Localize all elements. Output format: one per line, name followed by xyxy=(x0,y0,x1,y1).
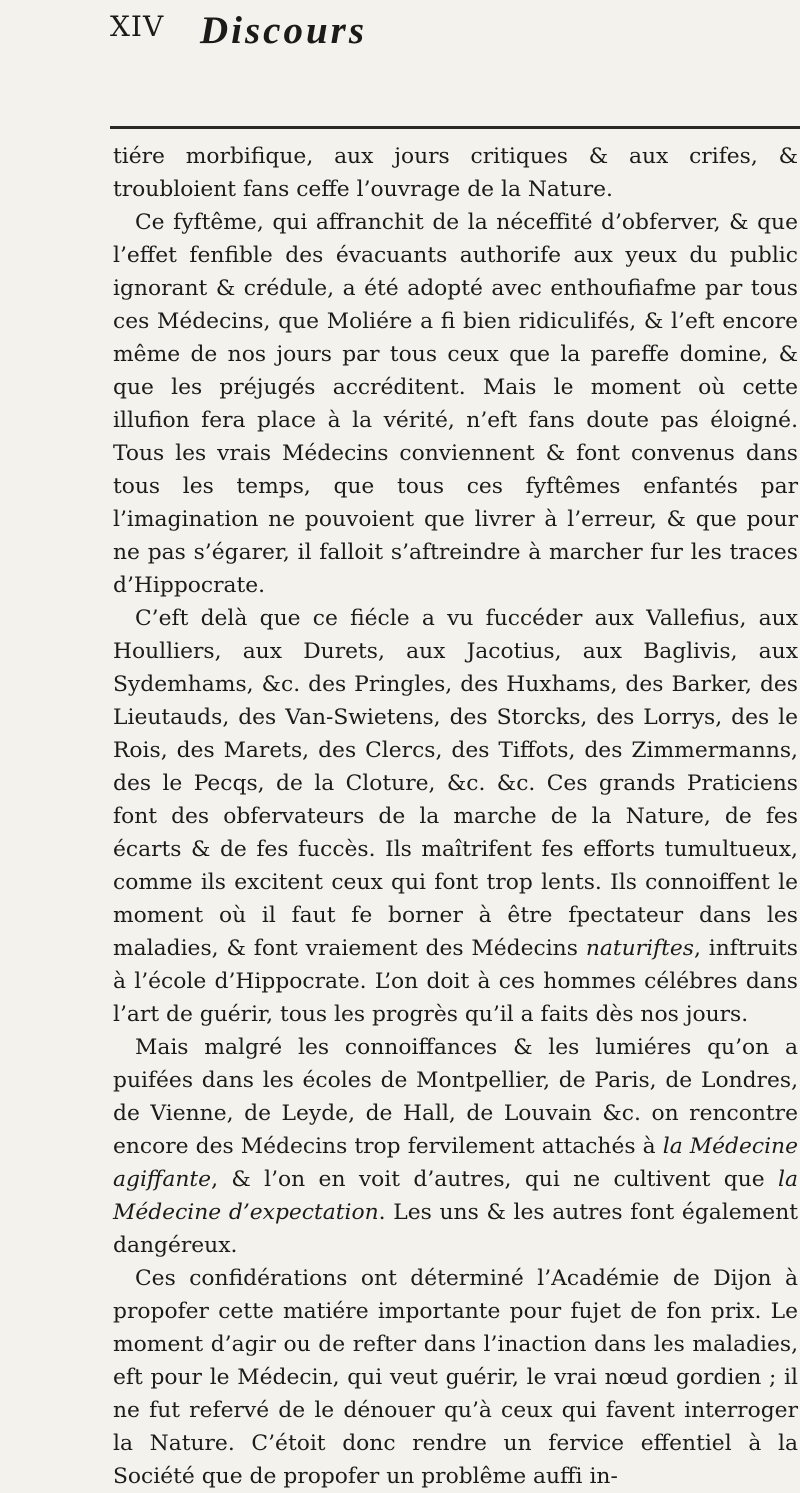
italic-phrase: la Médecine agiffante xyxy=(113,1134,798,1192)
text-run: Mais malgré les connoiffances & les lumiéres qu’on a puifées dans les écoles de Montpellier, de Paris, de Londres, de Vienne, de Leyde, de Hall, de Louvain &c. on rencontre encore des Médecins trop fervilement attachés à xyxy=(113,1035,798,1159)
page-header xyxy=(110,8,690,68)
running-head: Discours xyxy=(200,9,368,52)
text-run: tiére morbifique, aux jours critiques & aux crifes, & troubloient fans ceffe l’ouvrage de la Nature. xyxy=(113,144,798,202)
italic-phrase: la Médecine d’expectation xyxy=(113,1167,798,1225)
header-rule xyxy=(110,126,800,129)
paragraph xyxy=(113,1262,798,1493)
text-run: C’eft delà que ce fiécle a vu fuccéder aux Vallefius, aux Houlliers, aux Durets, aux Jacotius, aux Baglivis, aux Sydemhams, &c. des Pringles, des Huxhams, des Barker, des Lieutauds, des Van-Swietens, des Storcks, des Lorrys, des le Rois, des Marets, des Clercs, des Tiffots, des Zimmermanns, des le Pecqs, de la Cloture, &c. &c. Ces grands Praticiens font des obfervateurs de la marche de la Nature, de fes écarts & de fes fuccès. Ils maîtrifent fes efforts tumultueux, comme ils excitent ceux qui font trop lents. Ils connoiffent le moment où il faut fe borner à être fpectateur dans les maladies, & font vraiement des Médecins xyxy=(113,606,798,961)
text-run: Ce fyftême, qui affranchit de la néceffité d’obferver, & que l’effet fenfible des évacuants authorife aux yeux du public ignorant & crédule, a été adopté avec enthoufiafme par tous ces Médecins, que Moliére a fi bien ridiculifés, & l’eft encore même de nos jours par tous ceux que la pareffe domine, & que les préjugés accréditent. Mais le moment où cette illufion fera place à la vérité, n’eft fans doute pas éloigné. Tous les vrais Médecins conviennent & font convenus dans tous les temps, que tous ces fyftêmes enfantés par l’imagination ne pouvoient que livrer à l’erreur, & que pour ne pas s’égarer, il falloit s’aftreindre à marcher fur les traces d’Hippocrate. xyxy=(113,210,798,598)
text-run: Ces confidérations ont déterminé l’Académie de Dijon à propofer cette matiére importante pour fujet de fon prix. Le moment d’agir ou de refter dans l’inaction dans les maladies, eft pour le Médecin, qui veut guérir, le vrai nœud gordien ; il ne fut refervé de le dénouer qu’à ceux qui favent interroger la Nature. C’étoit donc rendre un fervice effentiel à la Société que de propofer un problême auffi in- xyxy=(113,1266,798,1489)
text-run: , & l’on en voit d’autres, qui ne cultivent que xyxy=(211,1167,779,1192)
paragraph xyxy=(113,602,798,1031)
text-run: , inftruits à l’école d’Hippocrate. L’on doit à ces hommes célébres dans l’art de guérir, tous les progrès qu’il a faits dès nos jours. xyxy=(113,936,798,1027)
page-number: XIV xyxy=(110,10,165,43)
body-text xyxy=(113,140,798,1489)
italic-phrase: naturiftes xyxy=(585,936,694,961)
paragraph xyxy=(113,1031,798,1262)
paragraph xyxy=(113,140,798,206)
text-run: . Les uns & les autres font également dangéreux. xyxy=(113,1200,798,1258)
paragraph xyxy=(113,206,798,602)
